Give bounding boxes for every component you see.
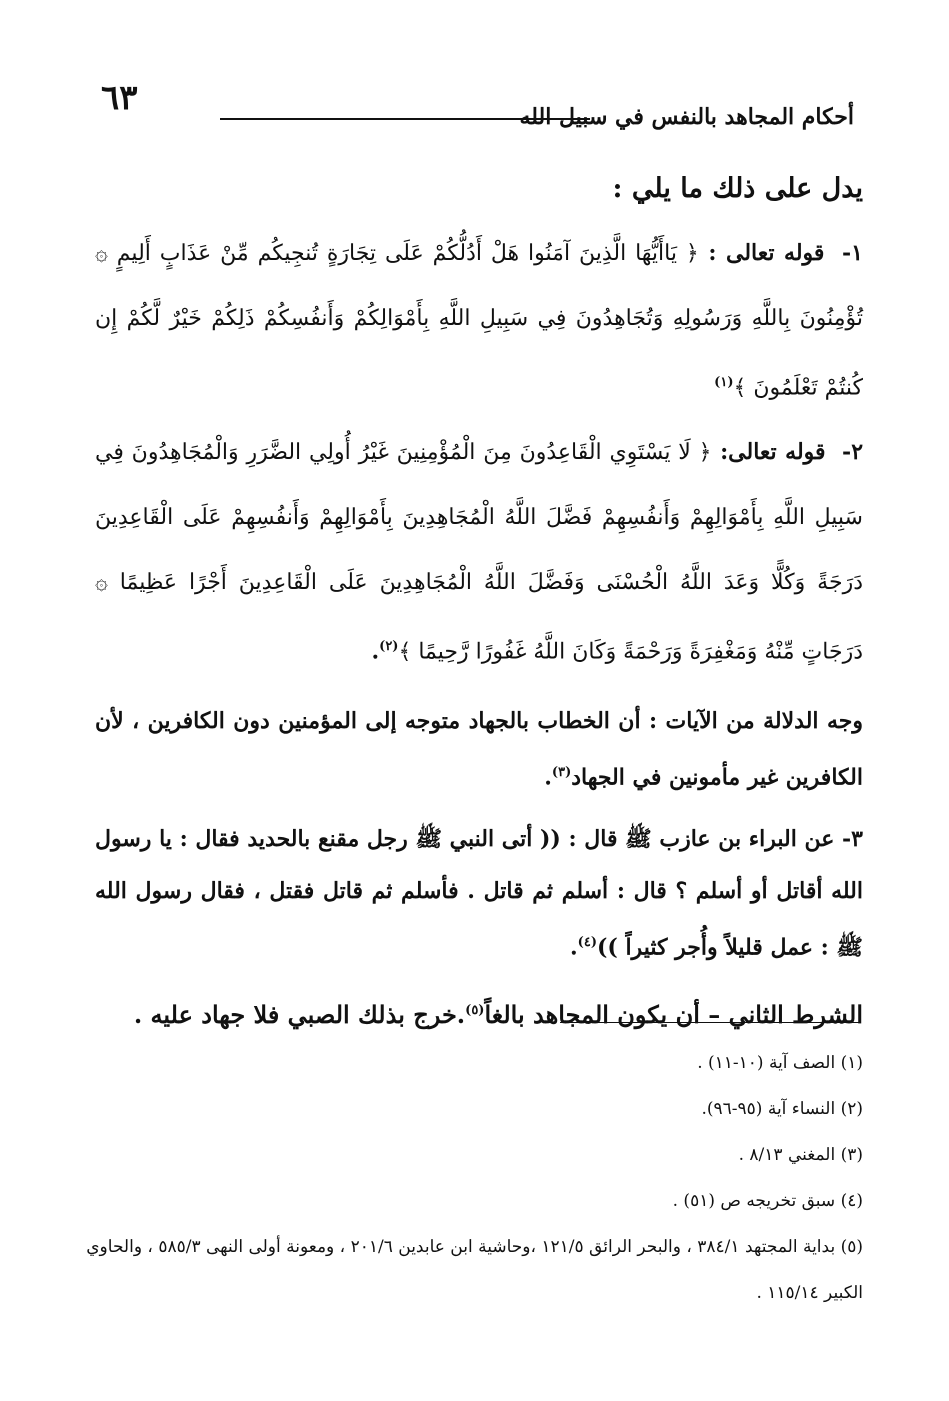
- item-tail: .: [371, 638, 380, 665]
- footnote-ref: (٤): [577, 934, 597, 950]
- footnote-ref: (٥): [465, 1003, 485, 1019]
- evidence-explanation: [95, 695, 863, 803]
- condition-text-b: .خرج بذلك الصبي فلا جهاد عليه .: [133, 1000, 466, 1030]
- running-title: أحكام المجاهد بالنفس في سبيل الله: [519, 104, 854, 130]
- footnote: (٤) سبق تخريجه ص (٥١) .: [672, 1191, 863, 1211]
- evidence-item-2: [95, 420, 863, 684]
- footnote-ref: (٣): [551, 764, 572, 780]
- quran-verse: ﴿ يَاأَيُّهَا الَّذِينَ آمَنُوا هَلْ أَدُلُّكُمْ عَلَى تِجَارَةٍ تُنجِيكُم مِّنْ عَذَابٍ أَلِيمٍ ۞ تُؤْمِنُونَ بِاللَّهِ وَرَسُولِهِ وَتُجَاهِدُونَ فِي سَبِيلِ اللَّهِ بِأَمْوَالِكُمْ وَأَنفُسِكُمْ ذَلِكُمْ خَيْرٌ لَّكُمْ إِن كُنتُمْ تَعْلَمُونَ ﴾: [95, 241, 863, 401]
- explanation-tail: .: [544, 763, 552, 790]
- item-number: ١-: [842, 240, 863, 266]
- footnote: (٥) بداية المجتهد ٣٨٤/١ ، والبحر الرائق ١٢١/٥ ،وحاشية ابن عابدين ٢٠١/٦ ، ومعونة أولى النهى ٥٨٥/٣ ، والحاوي الكبير ١١٥/١٤ .: [86, 1237, 863, 1303]
- footnote-separator: [560, 1022, 860, 1023]
- footnotes: [80, 1040, 863, 1316]
- footnote: (٣) المغني ٨/١٣ .: [738, 1145, 863, 1165]
- item-lead: قوله تعالى:: [720, 439, 826, 466]
- main-text: [95, 145, 863, 1043]
- second-condition: [95, 983, 863, 1043]
- page-header: [95, 78, 854, 138]
- evidence-item-1: [95, 221, 863, 420]
- hadith-item-3: [95, 813, 863, 973]
- footnote: (٢) النساء آية (٩٥-٩٦).: [701, 1099, 863, 1119]
- page-number: ٦٣: [101, 78, 138, 118]
- quran-verse: ﴿ لَا يَسْتَوِي الْقَاعِدُونَ مِنَ الْمُؤْمِنِينَ غَيْرُ أُولِي الضَّرَرِ وَالْمُجَاهِدُونَ فِي سَبِيلِ اللَّهِ بِأَمْوَالِهِمْ وَأَنفُسِهِمْ فَضَّلَ اللَّهُ الْمُجَاهِدِينَ بِأَمْوَالِهِمْ وَأَنفُسِهِمْ عَلَى الْقَاعِدِينَ دَرَجَةً وَكُلًّا وَعَدَ اللَّهُ الْحُسْنَى وَفَضَّلَ اللَّهُ الْمُجَاهِدِينَ عَلَى الْقَاعِدِينَ أَجْرًا عَظِيمًا ۞ دَرَجَاتٍ مِّنْهُ وَمَغْفِرَةً وَرَحْمَةً وَكَانَ اللَّهُ غَفُورًا رَّحِيمًا ﴾: [95, 440, 863, 665]
- footnote-ref: (٢): [379, 639, 399, 655]
- item-lead: قوله تعالى :: [708, 240, 825, 266]
- hadith-text: عن البراء بن عازب ﷺ قال : (( أتى النبي ﷺ رجل مقنع بالحديد فقال : يا رسول الله أقاتل أو أسلم ؟ قال : أسلم ثم قاتل . فأسلم ثم قاتل فقتل ، فقال رسول الله ﷺ : عمل قليلاً وأُجر كثيراً )): [95, 825, 863, 961]
- footnote-ref: (١): [714, 375, 734, 390]
- footnote: (١) الصف آية (١٠-١١) .: [697, 1053, 863, 1073]
- explanation-text: وجه الدلالة من الآيات : أن الخطاب بالجهاد متوجه إلى المؤمنين دون الكافرين ، لأن الكافرين غير مأمونين في الجهاد: [95, 707, 863, 790]
- intro-line: يدل على ذلك ما يلي :: [612, 173, 863, 204]
- item-number: ٣-: [842, 825, 863, 852]
- item-number: ٢-: [842, 439, 864, 466]
- hadith-tail: .: [570, 934, 578, 961]
- condition-text-a: الشرط الثاني – أن يكون المجاهد بالغاً: [484, 1000, 863, 1030]
